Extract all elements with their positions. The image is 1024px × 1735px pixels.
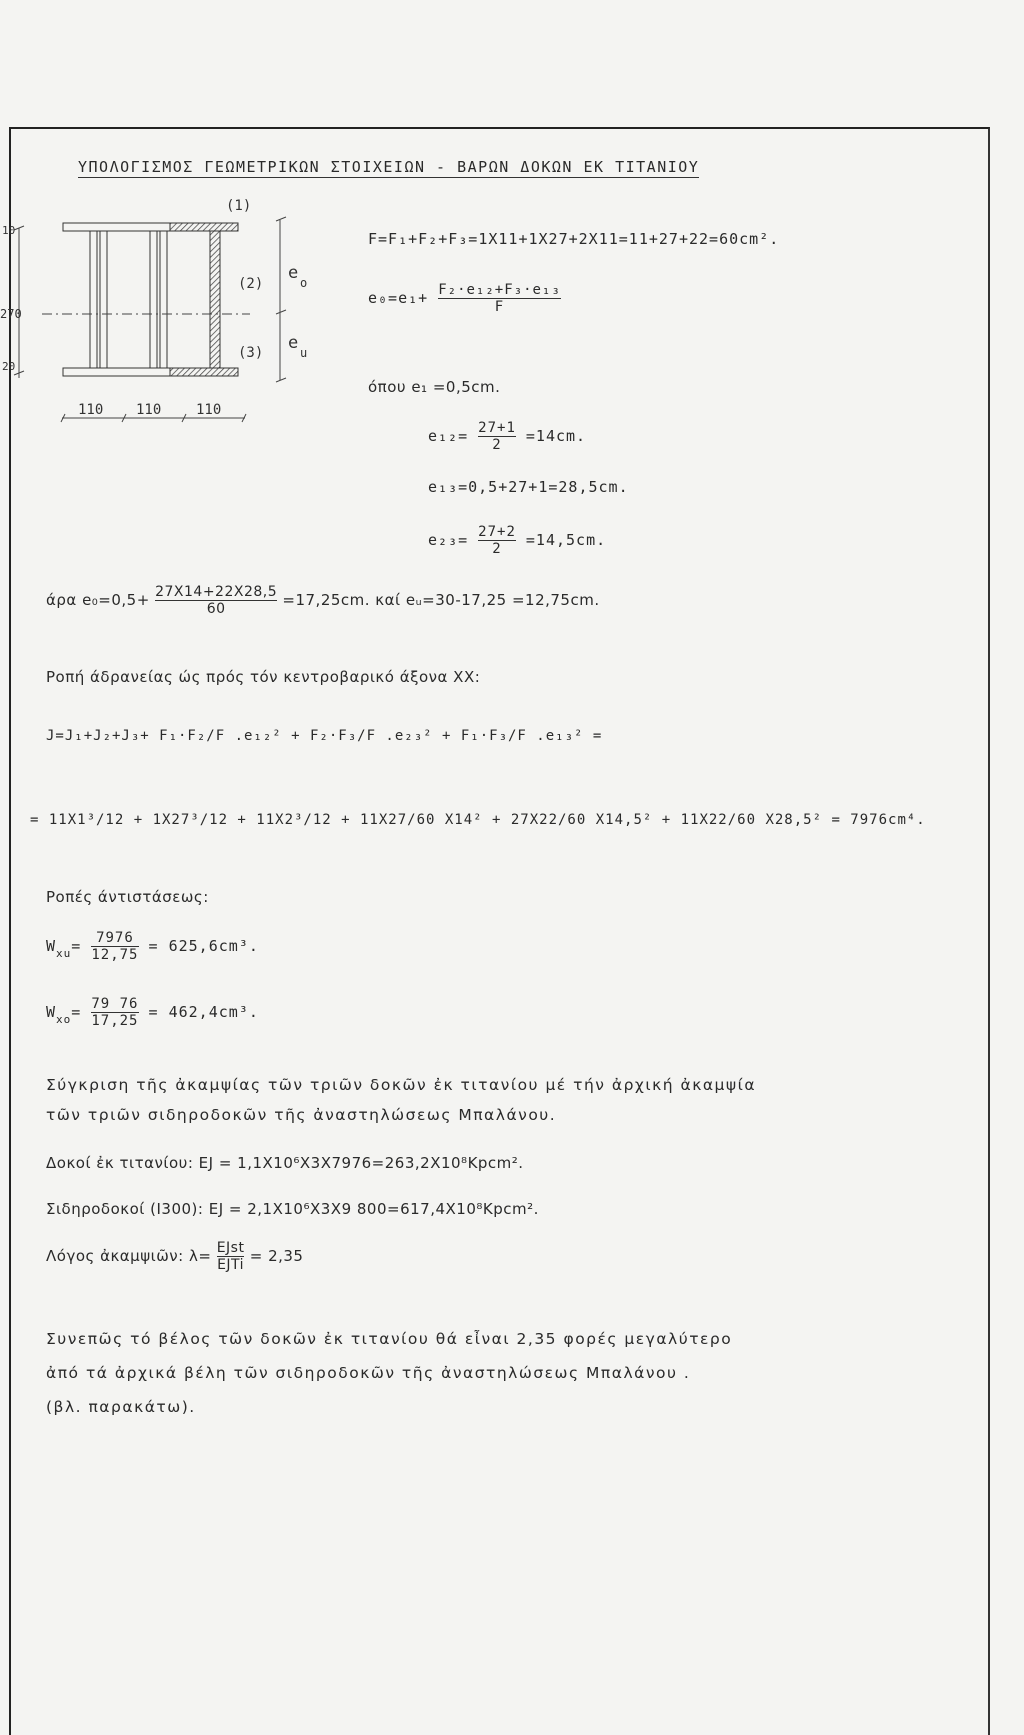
- eq-ara: άρα e₀=0,5+ $\frac{27X14+22X28,5}{60}$ =17,25cm. καί eᵤ=30-17,25 =12,75cm.: [46, 584, 600, 617]
- label-3: (3): [238, 345, 264, 361]
- ropi-heading: Ροπή άδρανείας ώς πρός τόν κεντροβαρικό άξονα ΧΧ:: [46, 668, 481, 686]
- dim-bottom-3: 110: [196, 402, 222, 418]
- eq-e13: e₁₃=0,5+27+1=28,5cm.: [428, 478, 629, 496]
- eq-F-total: F=F₁+F₂+F₃=1X11+1X27+2X11=11+27+22=60cm².: [368, 230, 780, 248]
- paragraph-1-line-1: Σύγκριση τῆς ἀκαμψίας τῶν τριῶν δοκῶν ἐκ τιτανίου μέ τήν ἀρχική ἀκαμψία: [46, 1076, 757, 1094]
- eq-J-values: = 11X1³/12 + 1X27³/12 + 11X2³/12 + 11X27/60 X14² + 27X22/60 X14,5² + 11X22/60 X28,5² = 7976cm⁴.: [30, 812, 926, 828]
- eq-steel-EJ: Σιδηροδοκοί (I300): EJ = 2,1X10⁶X3X9 800=617,4X10⁸Kpcm².: [46, 1200, 539, 1218]
- eq-Wxo: $W_{xo}=$ $\frac{79 76}{17,25}$ = 462,4cm³.: [46, 996, 259, 1029]
- dim-bottom-1: 110: [78, 402, 104, 418]
- eu-label: e: [288, 333, 299, 353]
- paragraph-2-line-1: Συνεπῶς τό βέλος τῶν δοκῶν ἐκ τιτανίου θά εἶναι 2,35 φορές μεγαλύτερο: [46, 1330, 733, 1348]
- eq-Wxu: $W_{xu}=$ $\frac{7976}{12,75}$ = 625,6cm³.: [46, 930, 259, 963]
- eq-e23: e₂₃= $\frac{27+2}{2}$ =14,5cm.: [428, 524, 607, 557]
- label-2: (2): [238, 276, 264, 292]
- cross-section-figure: [0, 190, 340, 435]
- dim-bot-label: 20: [2, 360, 16, 373]
- eq-J: J=J₁+J₂+J₃+ F₁·F₂/F .e₁₂² + F₂·F₃/F .e₂₃² + F₁·F₃/F .e₁₃² =: [46, 728, 603, 744]
- paragraph-2-line-3: (βλ. παρακάτω).: [46, 1398, 196, 1416]
- eq-eo: e₀=e₁+ $\frac{\text{F₂·e₁₂+F₃·e₁₃}}{F}$: [368, 282, 561, 315]
- eq-titanium-EJ: Δοκοί ἐκ τιτανίου: EJ = 1,1X10⁶X3X7976=263,2X10⁸Kpcm².: [46, 1154, 524, 1172]
- eq-e12: e₁₂= $\frac{27+1}{2}$ =14cm.: [428, 420, 587, 453]
- label-1: (1): [226, 198, 252, 214]
- page-title: ΥΠΟΛΟΓΙΣΜΟΣ ΓΕΩΜΕΤΡΙΚΩΝ ΣΤΟΙΧΕΙΩΝ - ΒΑΡΩΝ ΔΟΚΩΝ ΕΚ ΤΙΤΑΝΙΟΥ: [78, 158, 700, 176]
- svg-text:u: u: [300, 346, 308, 360]
- ropes-heading: Ροπές άντιστάσεως:: [46, 888, 209, 906]
- dim-top-label: 10: [2, 224, 16, 237]
- svg-text:o: o: [300, 276, 308, 290]
- eq-opou: όπου e₁ =0,5cm.: [368, 378, 501, 396]
- paragraph-2-line-2: ἀπό τά ἀρχικά βέλη τῶν σιδηροδοκῶν τῆς ἀναστηλώσεως Μπαλάνου .: [46, 1364, 691, 1382]
- eo-label: e: [288, 263, 299, 283]
- dim-mid-label: 270: [0, 307, 22, 321]
- eq-stiffness-ratio: Λόγος ἀκαμψιῶν: λ= $\frac{\text{EJst}}{\text{EJTi}}$ = 2,35: [46, 1240, 304, 1273]
- dim-bottom-2: 110: [136, 402, 162, 418]
- paragraph-1-line-2: τῶν τριῶν σιδηροδοκῶν τῆς ἀναστηλώσεως Μπαλάνου.: [46, 1106, 557, 1124]
